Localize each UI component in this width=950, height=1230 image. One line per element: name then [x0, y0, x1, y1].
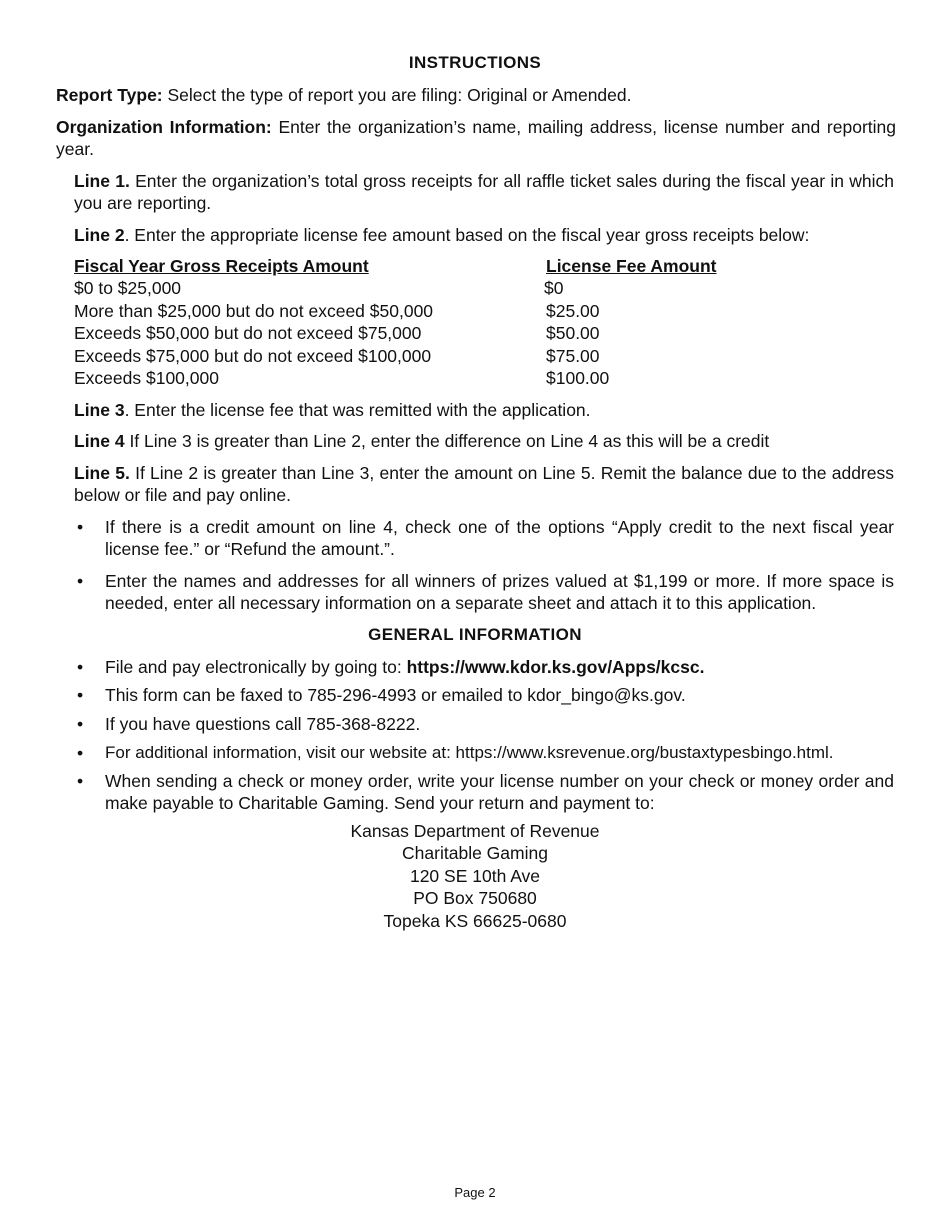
table-row: [74, 322, 754, 344]
report-type-paragraph: [56, 84, 896, 106]
license-fee-column-header: License Fee Amount: [546, 256, 717, 276]
bullet-icon: •: [77, 517, 84, 537]
line4-label: Line 4: [74, 431, 125, 451]
general-information-heading: GENERAL INFORMATION: [368, 625, 582, 644]
address-line: Charitable Gaming: [402, 843, 548, 864]
line1-paragraph: [74, 170, 894, 214]
line4-paragraph: [74, 430, 894, 452]
efile-text: [105, 656, 894, 678]
table-row: [74, 277, 754, 299]
gross-receipts-cell: Exceeds $50,000 but do not exceed $75,000: [74, 323, 422, 344]
report-type-text: Select the type of report you are filing: Original or Amended.: [162, 85, 632, 105]
website-text: For additional information, visit our website at: https://www.ksrevenue.org/bustaxtypesbingo.html.: [105, 743, 834, 762]
line4-text: If Line 3 is greater than Line 2, enter the difference on Line 4 as this will be a credit: [124, 431, 770, 451]
line3-text: . Enter the license fee that was remitted with the application.: [124, 400, 591, 420]
phone-text: If you have questions call 785-368-8222.: [105, 714, 421, 734]
bullet-icon: •: [77, 685, 84, 705]
gross-receipts-column-header: Fiscal Year Gross Receipts Amount: [74, 256, 369, 276]
page-number: Page 2: [454, 1185, 496, 1200]
mailing-address: [0, 820, 950, 932]
license-fee-table: [74, 255, 754, 389]
table-row: [74, 345, 754, 367]
address-line: Topeka KS 66625-0680: [383, 910, 567, 931]
fax-email-text: This form can be faxed to 785-296-4993 or emailed to kdor_bingo@ks.gov.: [105, 685, 686, 705]
table-row: [74, 300, 754, 322]
gross-receipts-cell: Exceeds $100,000: [74, 367, 219, 388]
line5-paragraph: [74, 462, 894, 506]
line2-text: . Enter the appropriate license fee amount based on the fiscal year gross receipts below:: [124, 225, 810, 245]
bullet-icon: •: [77, 743, 84, 763]
line3-paragraph: [74, 399, 894, 421]
license-fee-cell: $75.00: [546, 345, 600, 366]
line1-text: Enter the organization’s total gross receipts for all raffle ticket sales during the fiscal year in which you are reporting.: [74, 171, 895, 213]
organization-info-label: Organization Information:: [56, 117, 272, 137]
gross-receipts-cell: $0 to $25,000: [74, 278, 182, 299]
credit-instructions-text: If there is a credit amount on line 4, check one of the options “Apply credit to the next fiscal year license fee.” or “Refund the amount.”.: [105, 517, 894, 559]
address-line: Kansas Department of Revenue: [350, 821, 600, 841]
report-type-label: Report Type:: [56, 85, 163, 105]
payment-instructions-text: When sending a check or money order, write your license number on your check or money order and make payable to Charitable Gaming. Send your return and payment to:: [105, 771, 894, 813]
fee-table-header-row: [74, 255, 754, 277]
bullet-icon: •: [77, 714, 84, 734]
line3-label: Line 3: [74, 400, 125, 420]
license-fee-cell: $50.00: [546, 323, 600, 344]
line5-label: Line 5.: [74, 463, 130, 483]
bullet-icon: •: [77, 571, 84, 591]
license-fee-cell: $0: [544, 278, 564, 299]
bullet-icon: •: [77, 771, 84, 791]
table-row: [74, 367, 754, 389]
winners-instructions-text: Enter the names and addresses for all winners of prizes valued at $1,199 or more. If more space is needed, enter all necessary information on a separate sheet and attach it to this application.: [105, 571, 894, 613]
line2-label: Line 2: [74, 225, 125, 245]
organization-info-paragraph: [56, 116, 896, 160]
gross-receipts-cell: More than $25,000 but do not exceed $50,000: [74, 300, 434, 321]
license-fee-cell: $25.00: [546, 300, 600, 321]
organization-info-text: Enter the organization’s name, mailing address, license number and reporting year.: [56, 117, 896, 159]
gross-receipts-cell: Exceeds $75,000 but do not exceed $100,000: [74, 345, 432, 366]
address-line: PO Box 750680: [413, 888, 537, 909]
bullet-icon: •: [77, 657, 84, 677]
line1-label: Line 1.: [74, 171, 130, 191]
efile-link[interactable]: https://www.kdor.ks.gov/Apps/kcsc.: [406, 657, 705, 677]
efile-prefix: File and pay electronically by going to:: [105, 657, 407, 677]
line5-text: If Line 2 is greater than Line 3, enter the amount on Line 5. Remit the balance due to the address below or file and pay online.: [74, 463, 894, 505]
address-line: 120 SE 10th Ave: [409, 865, 541, 886]
instructions-heading: INSTRUCTIONS: [408, 53, 542, 72]
license-fee-cell: $100.00: [546, 367, 610, 388]
line2-paragraph: [74, 224, 894, 246]
